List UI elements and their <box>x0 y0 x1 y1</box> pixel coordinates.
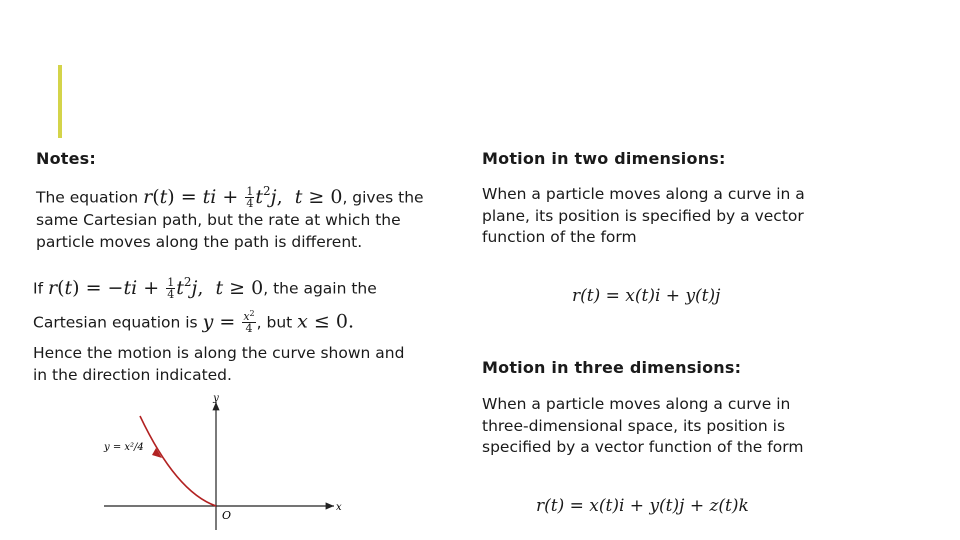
notes-p1-line-d: particle moves along the path is different. <box>36 232 363 251</box>
notes-heading: Notes: <box>36 149 97 168</box>
notes-p1-equation: r(t) = ti + $\frac{1}{4}$ $t^2j$, t ≥ 0 <box>143 183 343 210</box>
parabola-graph <box>98 388 348 533</box>
notes-p2-line-f: in the direction indicated. <box>33 365 232 384</box>
notes-p1-text-a: The equation <box>36 188 139 207</box>
x-axis-label: x <box>336 502 342 513</box>
three-d-heading: Motion in three dimensions: <box>482 358 742 377</box>
notes-p2-text-b: , the again the <box>263 279 377 298</box>
curve-label: y = x²/4 <box>104 442 144 453</box>
three-d-line-1: When a particle moves along a curve in <box>482 395 791 413</box>
three-d-paragraph <box>482 394 922 459</box>
two-d-line-1: When a particle moves along a curve in a <box>482 185 805 203</box>
notes-p1-text-b: , gives the <box>342 188 424 207</box>
notes-paragraph-2 <box>33 274 453 386</box>
two-d-line-3: function of the form <box>482 228 637 246</box>
two-d-heading: Motion in two dimensions: <box>482 149 726 168</box>
notes-p2-cartesian-equation: y = $\frac{x^2}{4}$ <box>202 309 255 335</box>
parabola-curve <box>140 416 216 506</box>
notes-p2-text-c: Cartesian equation is <box>33 313 198 332</box>
notes-p2-equation: r(t) = −ti + $\frac{1}{4}$ $t^2j$, t ≥ 0 <box>47 274 264 301</box>
title-accent-bar <box>58 65 62 138</box>
notes-p2-text-a: If <box>33 279 44 298</box>
notes-paragraph-1 <box>36 183 456 253</box>
notes-p1-line-c: same Cartesian path, but the rate at which the <box>36 211 401 229</box>
origin-label: O <box>222 509 232 522</box>
notes-p2-condition: x ≤ 0. <box>297 310 355 333</box>
three-d-line-3: specified by a vector function of the form <box>482 438 804 456</box>
y-axis-label: y <box>213 393 219 404</box>
three-d-equation: r(t) = x(t)i + y(t)j + z(t)k <box>536 496 749 516</box>
three-d-line-2: three-dimensional space, its position is <box>482 416 786 435</box>
two-d-line-2: plane, its position is specified by a vector <box>482 206 804 225</box>
two-d-paragraph <box>482 184 922 249</box>
two-d-equation: r(t) = x(t)i + y(t)j <box>572 286 721 306</box>
notes-p2-line-e: Hence the motion is along the curve shown and <box>33 344 405 362</box>
notes-p2-text-d: , but <box>256 313 293 332</box>
